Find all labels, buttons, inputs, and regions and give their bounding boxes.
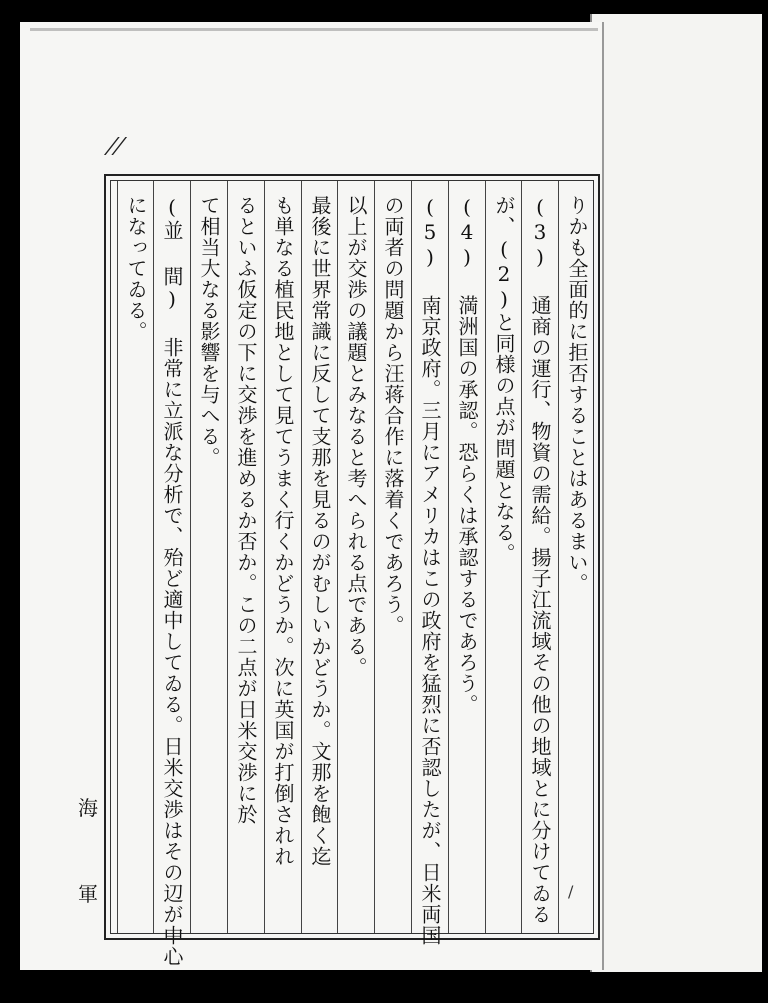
text-column-8: 最後に世界常識に反して支那を見るのがむしいかどうか。文那を飽く迄 (308, 195, 332, 867)
margin-label-gun: 軍 (78, 882, 98, 906)
text-column-1: りかも全面的に拒否することはあるまい。 (565, 195, 589, 594)
document-page (20, 22, 602, 970)
grid-rule (190, 181, 191, 933)
grid-rule (227, 181, 228, 933)
grid-rule (558, 181, 559, 933)
grid-rule (448, 181, 449, 933)
manuscript-frame (104, 174, 600, 967)
text-column-3: が、(2)と同様の点が問題となる。 (492, 195, 516, 564)
text-column-9: も単なる植民地として見てうまく行くかどうか。次に英国が打倒されれ (271, 195, 295, 867)
text-column-2: (3) 通商の運行、物資の需給。揚子江流域その他の地域とに分けてゐる (528, 195, 552, 925)
text-column-11: て相当大なる影響を与へる。 (197, 195, 221, 468)
text-column-6: の両者の問題から汪蒋合作に落着くであろう。 (381, 195, 405, 636)
grid-rule (374, 181, 375, 933)
grid-rule (153, 181, 154, 933)
corner-mark: // (104, 134, 127, 159)
grid-rule (411, 181, 412, 933)
text-column-4: (4) 満洲国の承認。恐らくは承認するであろう。 (455, 195, 479, 715)
text-column-13: になってゐる。 (124, 195, 148, 342)
grid-rule (264, 181, 265, 933)
text-column-12: (並 間) 非常に立派な分析で、殆ど適中してゐる。日米交渉はその辺が中心 (160, 195, 184, 967)
text-column-5: (5) 南京政府。三月にアメリカはこの政府を猛烈に否認したが、日米両国 (418, 195, 442, 946)
margin-label-kai: 海 (78, 796, 98, 820)
back-page (590, 14, 762, 972)
text-column-10: るといふ仮定の下に交渉を進めるか否か。この二点が日米交渉に於 (234, 195, 258, 825)
grid-rule (337, 181, 338, 933)
grid-rule (521, 181, 522, 933)
text-column-7: 以上が交渉の議題とみなると考へられる点である。 (344, 195, 368, 678)
grid-rule (117, 181, 118, 933)
grid-rule (301, 181, 302, 933)
manuscript-grid (110, 180, 594, 967)
stray-mark: / (568, 882, 574, 901)
grid-rule (485, 181, 486, 933)
